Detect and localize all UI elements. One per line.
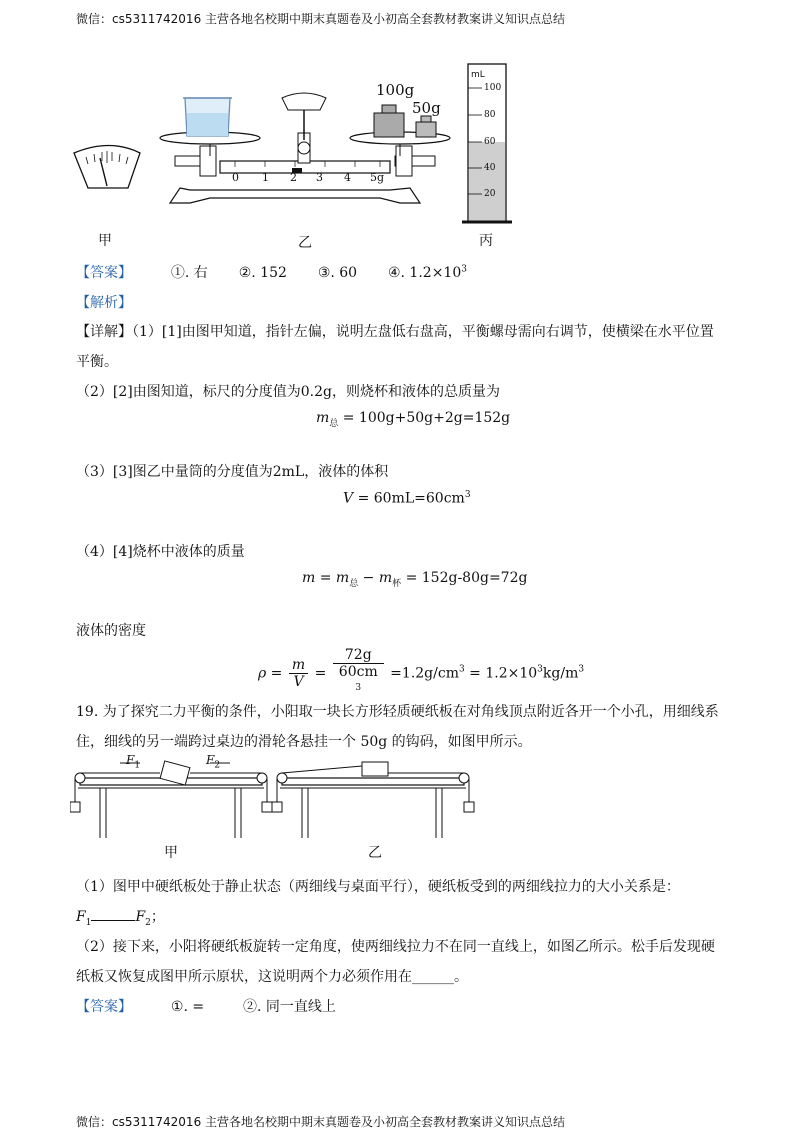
analysis-detail-line1: 【详解】（1）[1]由图甲知道，指针左偏，说明左盘低右盘高，平衡螺母需向右调节，使横梁在水平位置 — [76, 324, 714, 340]
analysis-p2: （2）[2]由图知道，标尺的分度值为0.2g，则烧杯和液体的总质量为 — [76, 384, 500, 400]
answer-tag: 【答案】 — [76, 265, 132, 281]
pointer-dial-jia — [74, 146, 140, 189]
table-jia — [70, 761, 272, 838]
page-footer: 微信：cs5311742016 主营各地名校期中期末真题卷及小初高全套教材教案讲义知识点总结 — [76, 1115, 566, 1129]
figure-label-jia: 甲 — [98, 233, 112, 249]
equation-volume: $V = 60mL=60cm^3$ — [343, 490, 471, 507]
equation-total-mass: $m_总 = 100g+50g+2g=152g$ — [316, 410, 511, 429]
q19-answer-2: ②. 同一直线上 — [243, 999, 336, 1015]
analysis-p3: （3）[3]图乙中量筒的分度值为2mL，液体的体积 — [76, 464, 389, 480]
analysis-detail-line2: 平衡。 — [76, 354, 118, 370]
scale-tick-0: 0 — [232, 171, 239, 184]
analysis-tag: 【解析】 — [76, 295, 132, 311]
q19-answer-1: ①. = — [170, 999, 205, 1015]
cylinder-tick-80: 80 — [484, 110, 496, 120]
force-label-f1: $F_1$ — [126, 753, 141, 771]
cylinder-tick-60: 60 — [484, 137, 496, 147]
equation-density: ρ = $\frac{m}{V}$ = 72g 60cm $^3$ $=1.2g/cm^3 = 1.2\times 10^3kg/m^3$ — [258, 647, 585, 693]
answer-item-4: ④. 1.2×10 — [387, 265, 462, 281]
cylinder-unit: mL — [471, 70, 485, 80]
q19-part2-line2: 纸板又恢复成图甲所示原状，这说明两个力必须作用在______。 — [76, 969, 468, 985]
cylinder-tick-20: 20 — [484, 189, 496, 199]
weight-100-label: 100g — [376, 81, 415, 99]
scale-tick-1: 1 — [262, 171, 269, 184]
figure-balance — [70, 58, 530, 258]
figure-label-yi: 乙 — [298, 235, 312, 251]
q19-answer: 【答案】 ①. = ②. 同一直线上 — [76, 999, 336, 1015]
table-yi — [272, 762, 474, 838]
cylinder-tick-40: 40 — [484, 163, 496, 173]
scale-tick-4: 4 — [344, 171, 351, 184]
page-header: 微信：cs5311742016 主营各地名校期中期末真题卷及小初高全套教材教案讲义知识点总结 — [76, 12, 566, 26]
scale-tick-3: 3 — [316, 171, 323, 184]
weight-50-label: 50g — [412, 99, 441, 117]
figure2-label-jia: 甲 — [164, 845, 178, 861]
analysis-p5: 液体的密度 — [76, 623, 146, 639]
q19-part1-blank: $F_1$ $F_2$； — [76, 909, 165, 928]
equation-liquid-mass: $m = m_总 - m_杯 = 152g-80g=72g$ — [302, 570, 528, 589]
answer-item-2: ②. 152 — [238, 265, 287, 281]
balance-yi — [160, 93, 450, 203]
figure2-label-yi: 乙 — [368, 845, 382, 861]
answer-item-3: ③. 60 — [317, 265, 358, 281]
scale-tick-2: 2 — [290, 171, 297, 184]
q19-line2: 住，细线的另一端跨过桌边的滑轮各悬挂一个 50g 的钩码，如图甲所示。 — [76, 734, 532, 750]
q19-part2-line1: （2）接下来，小阳将硬纸板旋转一定角度，使两细线拉力不在同一直线上，如图乙所示。松手后发现硬 — [76, 939, 715, 955]
q19-part1: （1）图甲中硬纸板处于静止状态（两细线与桌面平行），硬纸板受到的两细线拉力的大小关系是： — [76, 879, 680, 895]
answer-1 — [76, 262, 467, 282]
scale-tick-5: 5g — [370, 171, 385, 184]
q19-line1: 19. 为了探究二力平衡的条件，小阳取一块长方形轻质硬纸板在对角线顶点附近各开一个小孔，用细线系 — [76, 704, 719, 720]
cylinder-tick-100: 100 — [484, 83, 502, 93]
answer-item-4-exp: 3 — [461, 264, 467, 275]
answer-item-1: ①. 右 — [170, 265, 208, 281]
figure-label-bing: 丙 — [479, 233, 493, 249]
force-label-f2: $F_2$ — [206, 753, 221, 771]
answer-blank[interactable] — [91, 908, 135, 921]
analysis-p4: （4）[4]烧杯中液体的质量 — [76, 544, 245, 560]
